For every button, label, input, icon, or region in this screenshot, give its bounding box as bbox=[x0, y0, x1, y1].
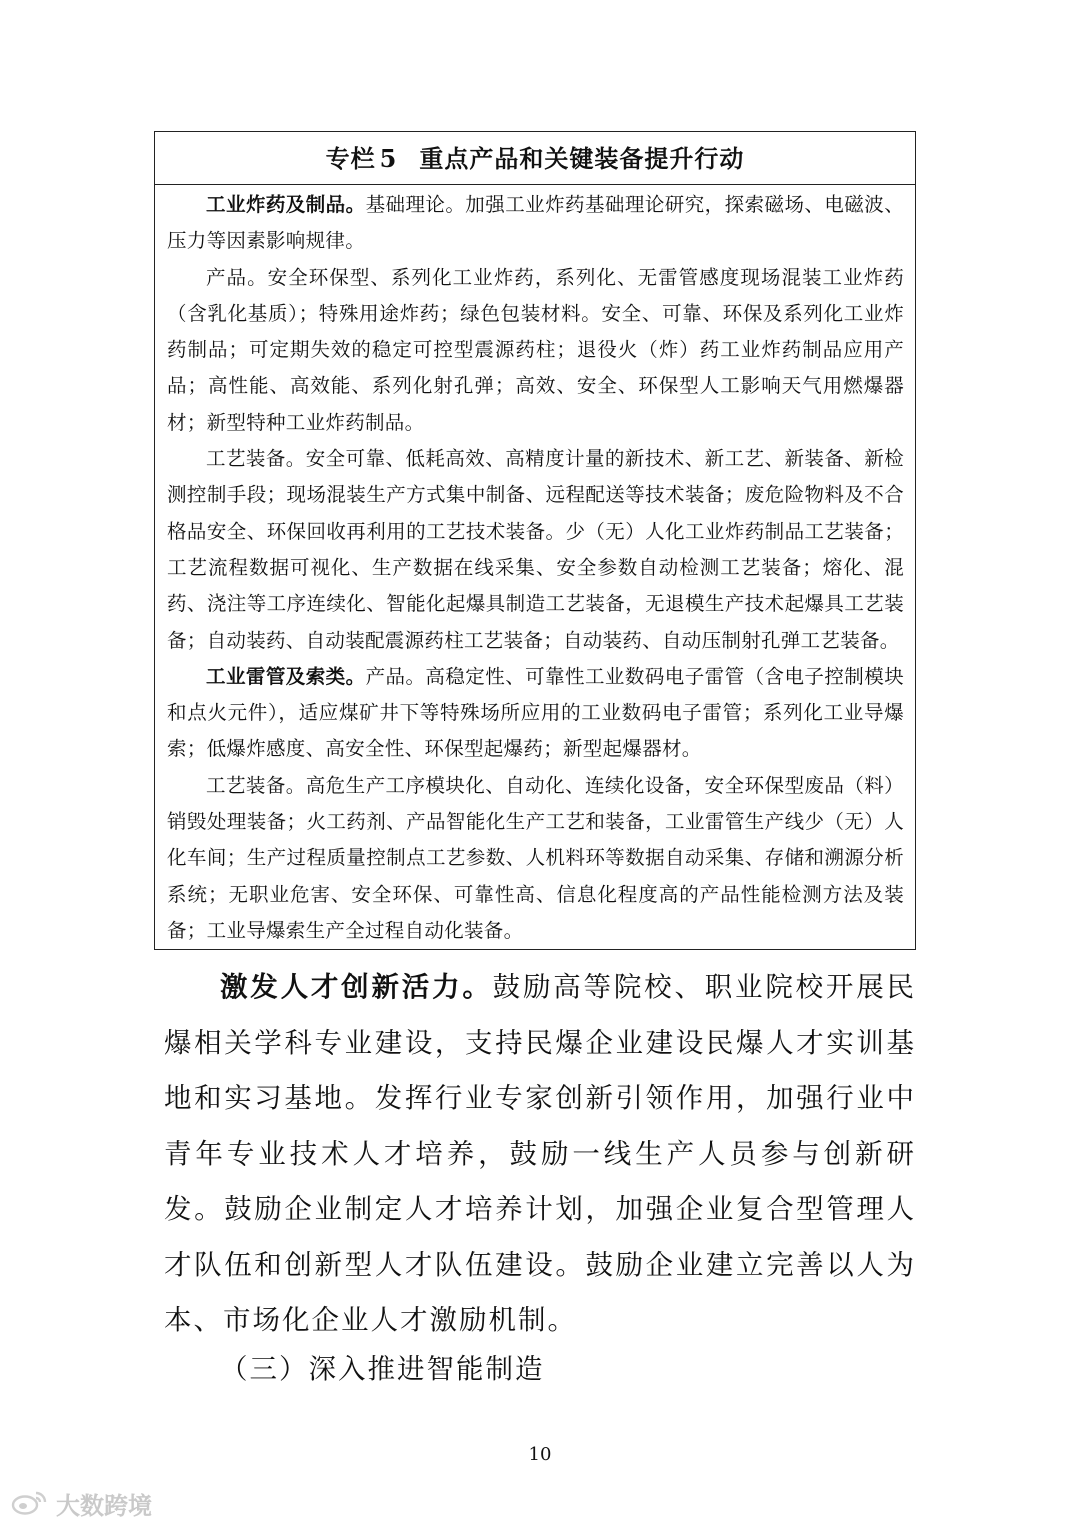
box-paragraph-text: 基础理论。加强工业炸药基础理论研究，探索磁场、电磁波、压力等因素影响规律。 bbox=[167, 193, 904, 253]
body-paragraph-lead: 激发人才创新活力。 bbox=[220, 971, 493, 1003]
body-paragraph bbox=[164, 960, 916, 1349]
box-paragraph bbox=[167, 768, 904, 949]
box-paragraph-text: 工艺装备。高危生产工序模块化、自动化、连续化设备，安全环保型废品（料）销毁处理装备；火工药剂、产品智能化生产工艺和装备，工业雷管生产线少（无）人化车间；生产过程质量控制点工艺参数、人机料环等数据自动采集、存储和溯源分析系统；无职业危害、安全环保、可靠性高、信息化程度高的产品性能检测方法及装备；工业导爆索生产全过程自动化装备。 bbox=[167, 773, 904, 942]
box-title bbox=[155, 132, 915, 185]
box-paragraph bbox=[167, 659, 904, 768]
section-heading: （三）深入推进智能制造 bbox=[220, 1353, 545, 1385]
body-paragraph-text: 鼓励高等院校、职业院校开展民爆相关学科专业建设，支持民爆企业建设民爆人才实训基地和实习基地。发挥行业专家创新引领作用，加强行业中青年专业技术人才培养，鼓励一线生产人员参与创新研发。鼓励企业制定人才培养计划，加强企业复合型管理人才队伍和创新型人才队伍建设。鼓励企业建立完善以人为本、市场化企业人才激励机制。 bbox=[164, 971, 917, 1336]
box-paragraph-lead: 工业炸药及制品。 bbox=[206, 193, 366, 216]
box-paragraph-text: 工艺装备。安全可靠、低耗高效、高精度计量的新技术、新工艺、新装备、新检测控制手段；现场混装生产方式集中制备、远程配送等技术装备；废危险物料及不合格品安全、环保回收再利用的工艺技术装备。少（无）人化工业炸药制品工艺装备；工艺流程数据可视化、生产数据在线采集、安全参数自动检测工艺装备；熔化、混药、浇注等工序连续化、智能化起爆具制造工艺装备，无退模生产技术起爆具工艺装备；自动装药、自动装配震源药柱工艺装备；自动装药、自动压制射孔弹工艺装备。 bbox=[167, 447, 904, 652]
weibo-logo-icon bbox=[10, 1490, 50, 1516]
feature-box bbox=[154, 131, 916, 950]
box-title-number: 5 bbox=[379, 144, 398, 173]
box-paragraph bbox=[167, 187, 904, 260]
box-body bbox=[155, 185, 915, 949]
box-paragraph-text: 产品。安全环保型、系列化工业炸药，系列化、无雷管感度现场混装工业炸药（含乳化基质）；特殊用途炸药；绿色包装材料。安全、可靠、环保及系列化工业炸药制品；可定期失效的稳定可控型震源药柱；退役火（炸）药工业炸药制品应用产品；高性能、高效能、系列化射孔弹；高效、安全、环保型人工影响天气用燃爆器材；新型特种工业炸药制品。 bbox=[167, 265, 904, 434]
box-paragraph bbox=[167, 260, 904, 441]
box-title-prefix: 专栏 bbox=[325, 144, 376, 173]
box-paragraph-lead: 工业雷管及索类。 bbox=[206, 664, 366, 688]
watermark bbox=[10, 1488, 152, 1518]
watermark-text: 大数跨境 bbox=[56, 1491, 152, 1520]
box-title-text: 重点产品和关键装备提升行动 bbox=[419, 144, 745, 173]
box-paragraph bbox=[167, 441, 904, 659]
page-number: 10 bbox=[528, 1444, 552, 1465]
box-paragraph-text: 产品。高稳定性、可靠性工业数码电子雷管（含电子控制模块和点火元件），适应煤矿井下等特殊场所应用的工业数码电子雷管；系列化工业导爆索；低爆炸感度、高安全性、环保型起爆药；新型起爆器材。 bbox=[167, 664, 904, 761]
